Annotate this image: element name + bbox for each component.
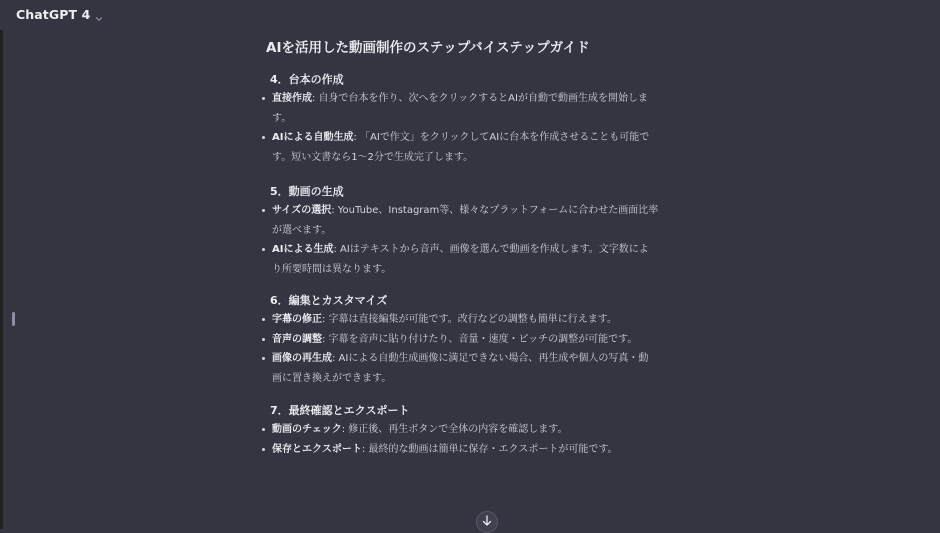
list-item xyxy=(262,128,714,167)
arrow-down-icon xyxy=(482,512,492,531)
item-term: 動画のチェック xyxy=(272,424,342,435)
item-text: : 最終的な動画は簡単に保存・エクスポートが可能です。 xyxy=(361,443,618,455)
item-term: 音声の調整 xyxy=(272,333,322,345)
item-text: : AIはテキストから音声、画像を選んで動画を作成します。文字数によ xyxy=(333,244,649,255)
list-item xyxy=(262,420,714,440)
item-text: : 字幕は直接編集が可能です。改行などの調整も簡単に行えます。 xyxy=(322,314,617,325)
list-item xyxy=(262,310,714,330)
response-title: AIを活用した動画制作のステップバイステップガイド xyxy=(266,40,590,56)
section-list-script xyxy=(262,89,714,167)
item-term: 画像の再生成 xyxy=(272,353,332,364)
item-term: 字幕の修正 xyxy=(272,314,322,325)
sidebar-toggle-handle[interactable] xyxy=(12,312,15,326)
item-text-cont: 画に置き換えができます。 xyxy=(272,372,392,384)
item-term: AIによる生成 xyxy=(272,244,334,255)
item-term: 保存とエクスポート xyxy=(272,443,362,455)
section-heading-generation: 5．動画の生成 xyxy=(270,185,344,198)
item-text-cont: す。短い文書なら1〜2分で生成完了します。 xyxy=(272,151,474,163)
list-item xyxy=(262,201,714,240)
assistant-message xyxy=(262,30,714,459)
section-list-generation xyxy=(262,201,714,279)
model-selector[interactable] xyxy=(16,4,104,24)
item-term: 直接作成 xyxy=(272,93,312,104)
list-item xyxy=(262,330,714,350)
section-heading-editing: 6．編集とカスタマイズ xyxy=(270,294,388,307)
list-item xyxy=(262,349,714,388)
list-item xyxy=(262,440,714,460)
chevron-down-icon xyxy=(94,9,104,19)
item-text-cont: り所要時間は異なります。 xyxy=(272,263,392,275)
model-name: ChatGPT 4 xyxy=(16,6,91,22)
item-term: AIによる自動生成 xyxy=(272,132,354,143)
scroll-to-bottom-button[interactable] xyxy=(476,511,498,533)
item-text: : 修正後、再生ボタンで全体の内容を確認します。 xyxy=(341,424,568,435)
item-text: : YouTube、Instagram等、様々なプラットフォームに合わせた画面比率 xyxy=(331,205,659,216)
section-list-editing xyxy=(262,310,714,388)
sidebar-edge xyxy=(0,30,3,529)
item-text-cont: が選べます。 xyxy=(272,224,332,236)
section-heading-script: 4．台本の作成 xyxy=(270,73,344,86)
item-text: : AIによる自動生成画像に満足できない場合、再生成や個人の写真・動 xyxy=(332,353,649,364)
top-bar xyxy=(0,0,940,30)
item-term: サイズの選択 xyxy=(272,205,332,216)
item-text: : 字幕を音声に貼り付けたり、音量・速度・ピッチの調整が可能です。 xyxy=(322,333,638,345)
list-item xyxy=(262,89,714,128)
item-text: : 自身で台本を作り、次へをクリックするとAIが自動で動画生成を開始しま xyxy=(312,93,648,104)
item-text-cont: す。 xyxy=(272,112,292,124)
section-heading-export: 7．最終確認とエクスポート xyxy=(270,404,410,417)
item-text: : 「AIで作文」をクリックしてAIに台本を作成させることも可能で xyxy=(353,132,650,143)
list-item xyxy=(262,240,714,279)
section-list-export xyxy=(262,420,714,459)
